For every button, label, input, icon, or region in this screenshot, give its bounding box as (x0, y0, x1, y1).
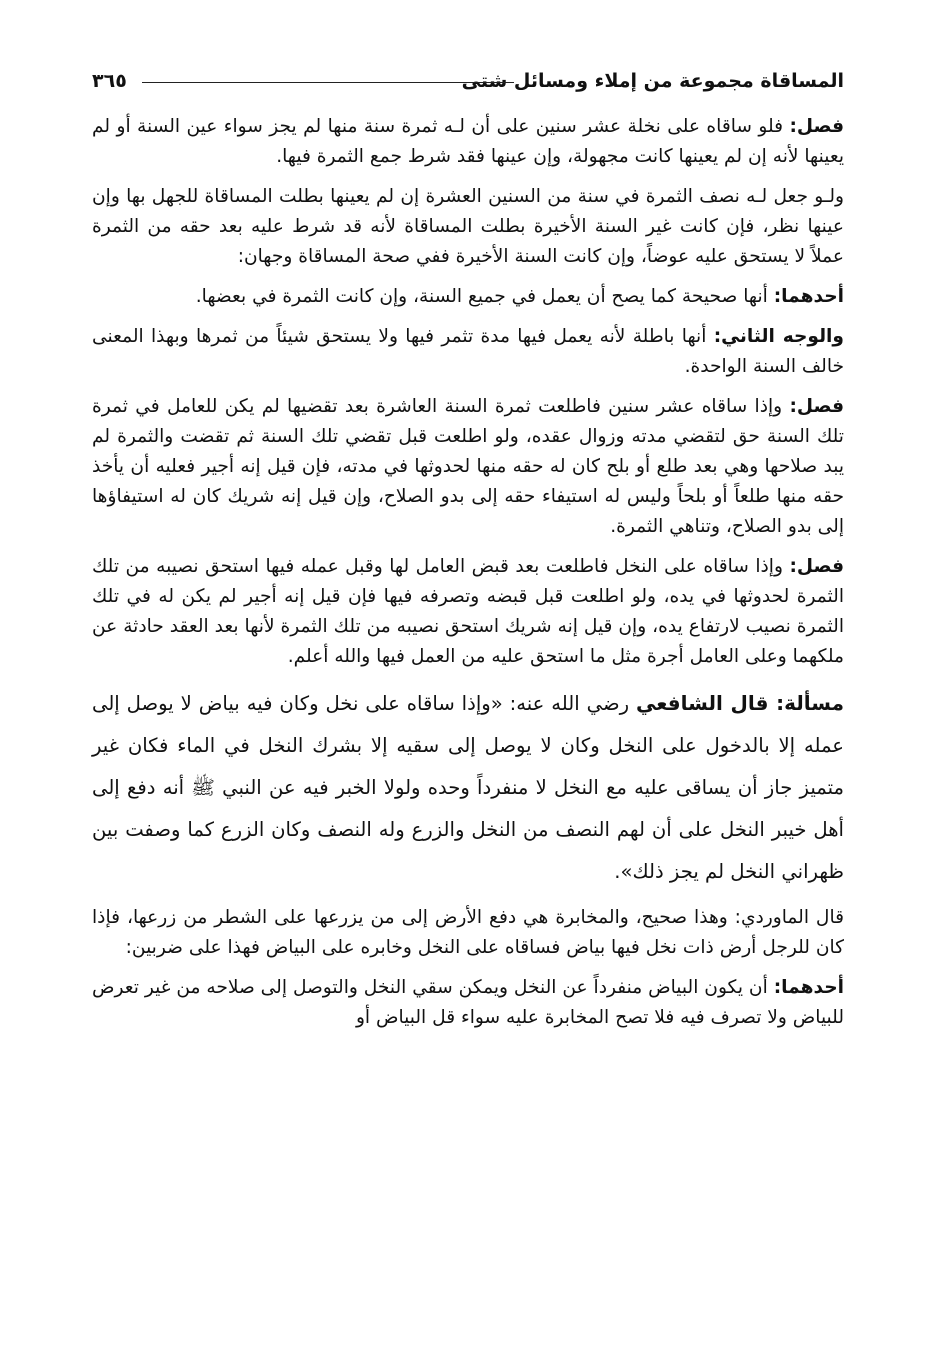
paragraph-quoted-text (92, 682, 844, 893)
paragraph-text: أنها باطلة لأنه يعمل فيها مدة تثمر فيها ولا يستحق شيئاً من ثمرها وبهذا المعنى خالف السنة الواحدة. (92, 326, 844, 377)
paragraph-text: ولـو جعل لـه نصف الثمرة في سنة من السنين العشرة إن لم يعينها بطلت المساقاة للجهل بها وإن عينها نظر، فإن كانت غير السنة الأخيرة بطلت المساقاة لأنه قد شرط عليه بعد حقه من الثمرة عملاً لا يستحق عليه عوضاً، وإن كانت السنة الأخيرة ففي صحة المساقاة وجهان: (92, 186, 844, 267)
page-number: ٣٦٥ (92, 70, 127, 92)
page-body (92, 112, 844, 1041)
paragraph-lead: والوجه الثاني: (713, 326, 844, 347)
paragraph-text: أن يكون البياض منفرداً عن النخل ويمكن سقي النخل والتوصل إلى صلاحه من غير تعرض للبياض ولا تصرف فيه فلا تصح المخابرة عليه سواء قل البياض أو (92, 977, 844, 1028)
paragraph-lead: فصل: (789, 116, 844, 137)
paragraph-lead: فصل: (789, 396, 844, 417)
paragraph (92, 392, 844, 542)
paragraph-text: فلو ساقاه على نخلة عشر سنين على أن لـه ثمرة سنة منها لم يجز سواء عين السنة أو لم يعينها لأنه إن لم يعينها كانت مجهولة، وإن عينها فقد شرط جمع الثمرة فيها. (92, 116, 844, 167)
paragraph-text: وإذا ساقاه على النخل فاطلعت بعد قبض العامل لها وقبل عمله فيها استحق نصيبه من تلك الثمرة لحدوثها في يده، ولو اطلعت قبل قبضه وتصرفه فيها فإن قيل إنه أجير لم يكن له في تلك الثمرة نصيب لارتفاع يده، وإن قيل إنه شريك استحق نصيبه من تلك الثمرة لأنها بعد العقد حادثة عن ملكهما وعلى العامل أجرة مثل ما استحق عليه من العمل فيها والله أعلم. (92, 556, 844, 667)
paragraph (92, 282, 844, 312)
paragraph-text: أنها صحيحة كما يصح أن يعمل في جميع السنة، وإن كانت الثمرة في بعضها. (195, 286, 774, 307)
paragraph (92, 552, 844, 672)
paragraph (92, 973, 844, 1033)
paragraph (92, 112, 844, 172)
running-title: المساقاة مجموعة من إملاء ومسائل شتى (461, 70, 844, 92)
header-rule (142, 82, 514, 83)
page-header (92, 68, 844, 108)
paragraph-lead: أحدهما: (773, 977, 844, 998)
paragraph-text: وإذا ساقاه عشر سنين فاطلعت ثمرة السنة العاشرة بعد تقضيها لم يكن للعامل في ثمرة تلك السنة حق لتقضي مدته وزوال عقده، ولو اطلعت قبل تقضي تلك السنة ثم تقضت والثمرة لم يبد صلاحها وهي بعد طلع أو بلح كان له حقه منها لحدوثها في مدته، فإن قيل إنه أجير فعليه أن يأخذ حقه منها طلعاً أو بلحاً وليس له استيفاء حقه إلى بدو الصلاح، وإن قيل إنه شريك كان له استيفاؤها إلى بدو الصلاح، وتناهي الثمرة. (92, 396, 844, 537)
paragraph (92, 182, 844, 272)
paragraph-lead: أحدهما: (773, 286, 844, 307)
paragraph-text: رضي الله عنه: «وإذا ساقاه على نخل وكان فيه بياض لا يوصل إلى عمله إلا بالدخول على النخل وكان لا يوصل إلى سقيه إلا بشرك النخل في الماء فكان غير متميز جاز أن يساقى عليه مع النخل لا منفرداً وحده ولولا الخبر فيه عن النبي ﷺ أنه دفع إلى أهل خيبر النخل على أن لهم النصف من النخل والزرع وله النصف وكان الزرع كما وصفت بين ظهراني النخل لم يجز ذلك». (92, 692, 844, 883)
paragraph-lead: مسألة: قال الشافعي (635, 691, 844, 715)
paragraph (92, 322, 844, 382)
paragraph-lead: فصل: (789, 556, 844, 577)
paragraph-text: قال الماوردي: وهذا صحيح، والمخابرة هي دفع الأرض إلى من يزرعها على الشطر من زرعها، فإذا كان للرجل أرض ذات نخل فيها بياض فساقاه على النخل وخابره على البياض فهذا على ضربين: (92, 907, 844, 958)
paragraph (92, 903, 844, 963)
